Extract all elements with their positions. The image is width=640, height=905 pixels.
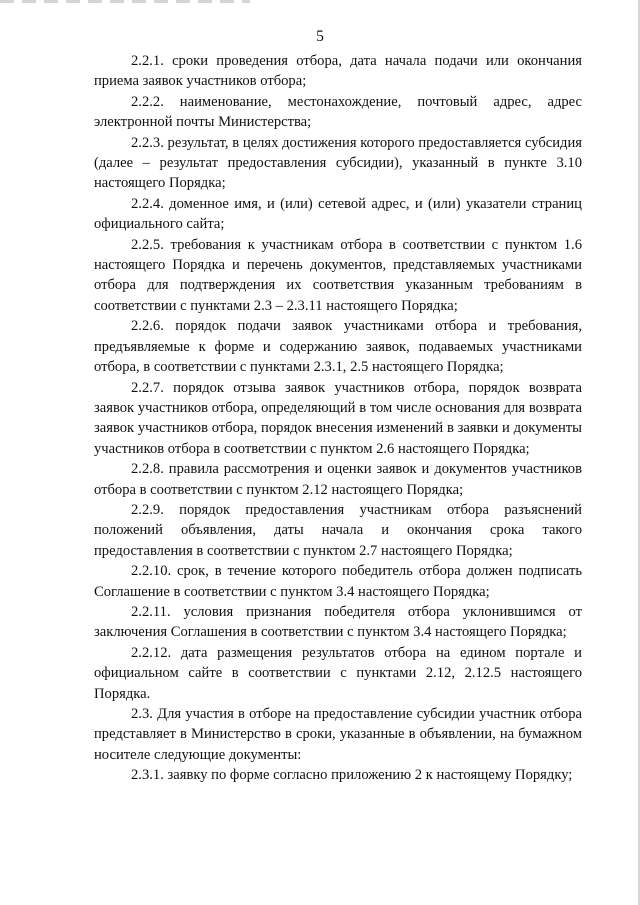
scan-edge-mark	[0, 0, 250, 3]
paragraph-2-3: 2.3. Для участия в отборе на предоставление субсидии участник отбора представляет в Министерство в сроки, указанные в объявлении, на бумажном носителе следующие документы:	[94, 706, 582, 763]
paragraph-2-2-7: 2.2.7. порядок отзыва заявок участников отбора, порядок возврата заявок участников отбора, определяющий в том числе основания для возврата заявок участников отбора, порядок внесения изменений в заявки и документы участников отбора в соответствии с пунктом 2.6 настоящего Порядка;	[94, 379, 582, 457]
paragraph-2-2-4: 2.2.4. доменное имя, и (или) сетевой адрес, и (или) указатели страниц официального сайта;	[94, 195, 582, 233]
paragraph-2-2-11: 2.2.11. условия признания победителя отбора уклонившимся от заключения Соглашения в соответствии с пунктом 3.4 настоящего Порядка;	[94, 603, 582, 641]
paragraph-2-2-8: 2.2.8. правила рассмотрения и оценки заявок и документов участников отбора в соответствии с пунктом 2.12 настоящего Порядка;	[94, 461, 582, 498]
paragraph-2-2-2: 2.2.2. наименование, местонахождение, почтовый адрес, адрес электронной почты Министерства;	[94, 93, 582, 131]
document-body	[94, 51, 582, 786]
paragraph-2-2-5: 2.2.5. требования к участникам отбора в соответствии с пунктом 1.6 настоящего Порядка и перечень документов, представляемых участниками отбора для подтверждения их соответствия указанным требованиям в соответствии с пунктами 2.3 – 2.3.11 настоящего Порядка;	[94, 236, 582, 314]
paragraph-2-2-3: 2.2.3. результат, в целях достижения которого предоставляется субсидия (далее – результат предоставления субсидии), указанный в пункте 3.10 настоящего Порядка;	[94, 134, 582, 192]
paragraph-2-2-12: 2.2.12. дата размещения результатов отбора на едином портале и официальном сайте в соответствии с пунктами 2.12, 2.12.5 настоящего Порядка.	[94, 644, 582, 702]
paragraph-2-2-10: 2.2.10. срок, в течение которого победитель отбора должен подписать Соглашение в соответствии с пунктом 3.4 настоящего Порядка;	[94, 563, 582, 600]
paragraph-2-3-1: 2.3.1. заявку по форме согласно приложению 2 к настоящему Порядку;	[131, 767, 573, 784]
page-number: 5	[316, 28, 324, 45]
paragraph-2-2-6: 2.2.6. порядок подачи заявок участниками отбора и требования, предъявляемые к форме и содержанию заявок, подаваемых участниками отбора, в соответствии с пунктами 2.3.1, 2.5 настоящего Порядка;	[94, 318, 582, 376]
paragraph-2-2-9: 2.2.9. порядок предоставления участникам отбора разъяснений положений объявления, даты начала и окончания срока такого предоставления в соответствии с пунктом 2.7 настоящего Порядка;	[94, 501, 582, 559]
paragraph-2-2-1: 2.2.1. сроки проведения отбора, дата начала подачи или окончания приема заявок участников отбора;	[94, 53, 582, 90]
